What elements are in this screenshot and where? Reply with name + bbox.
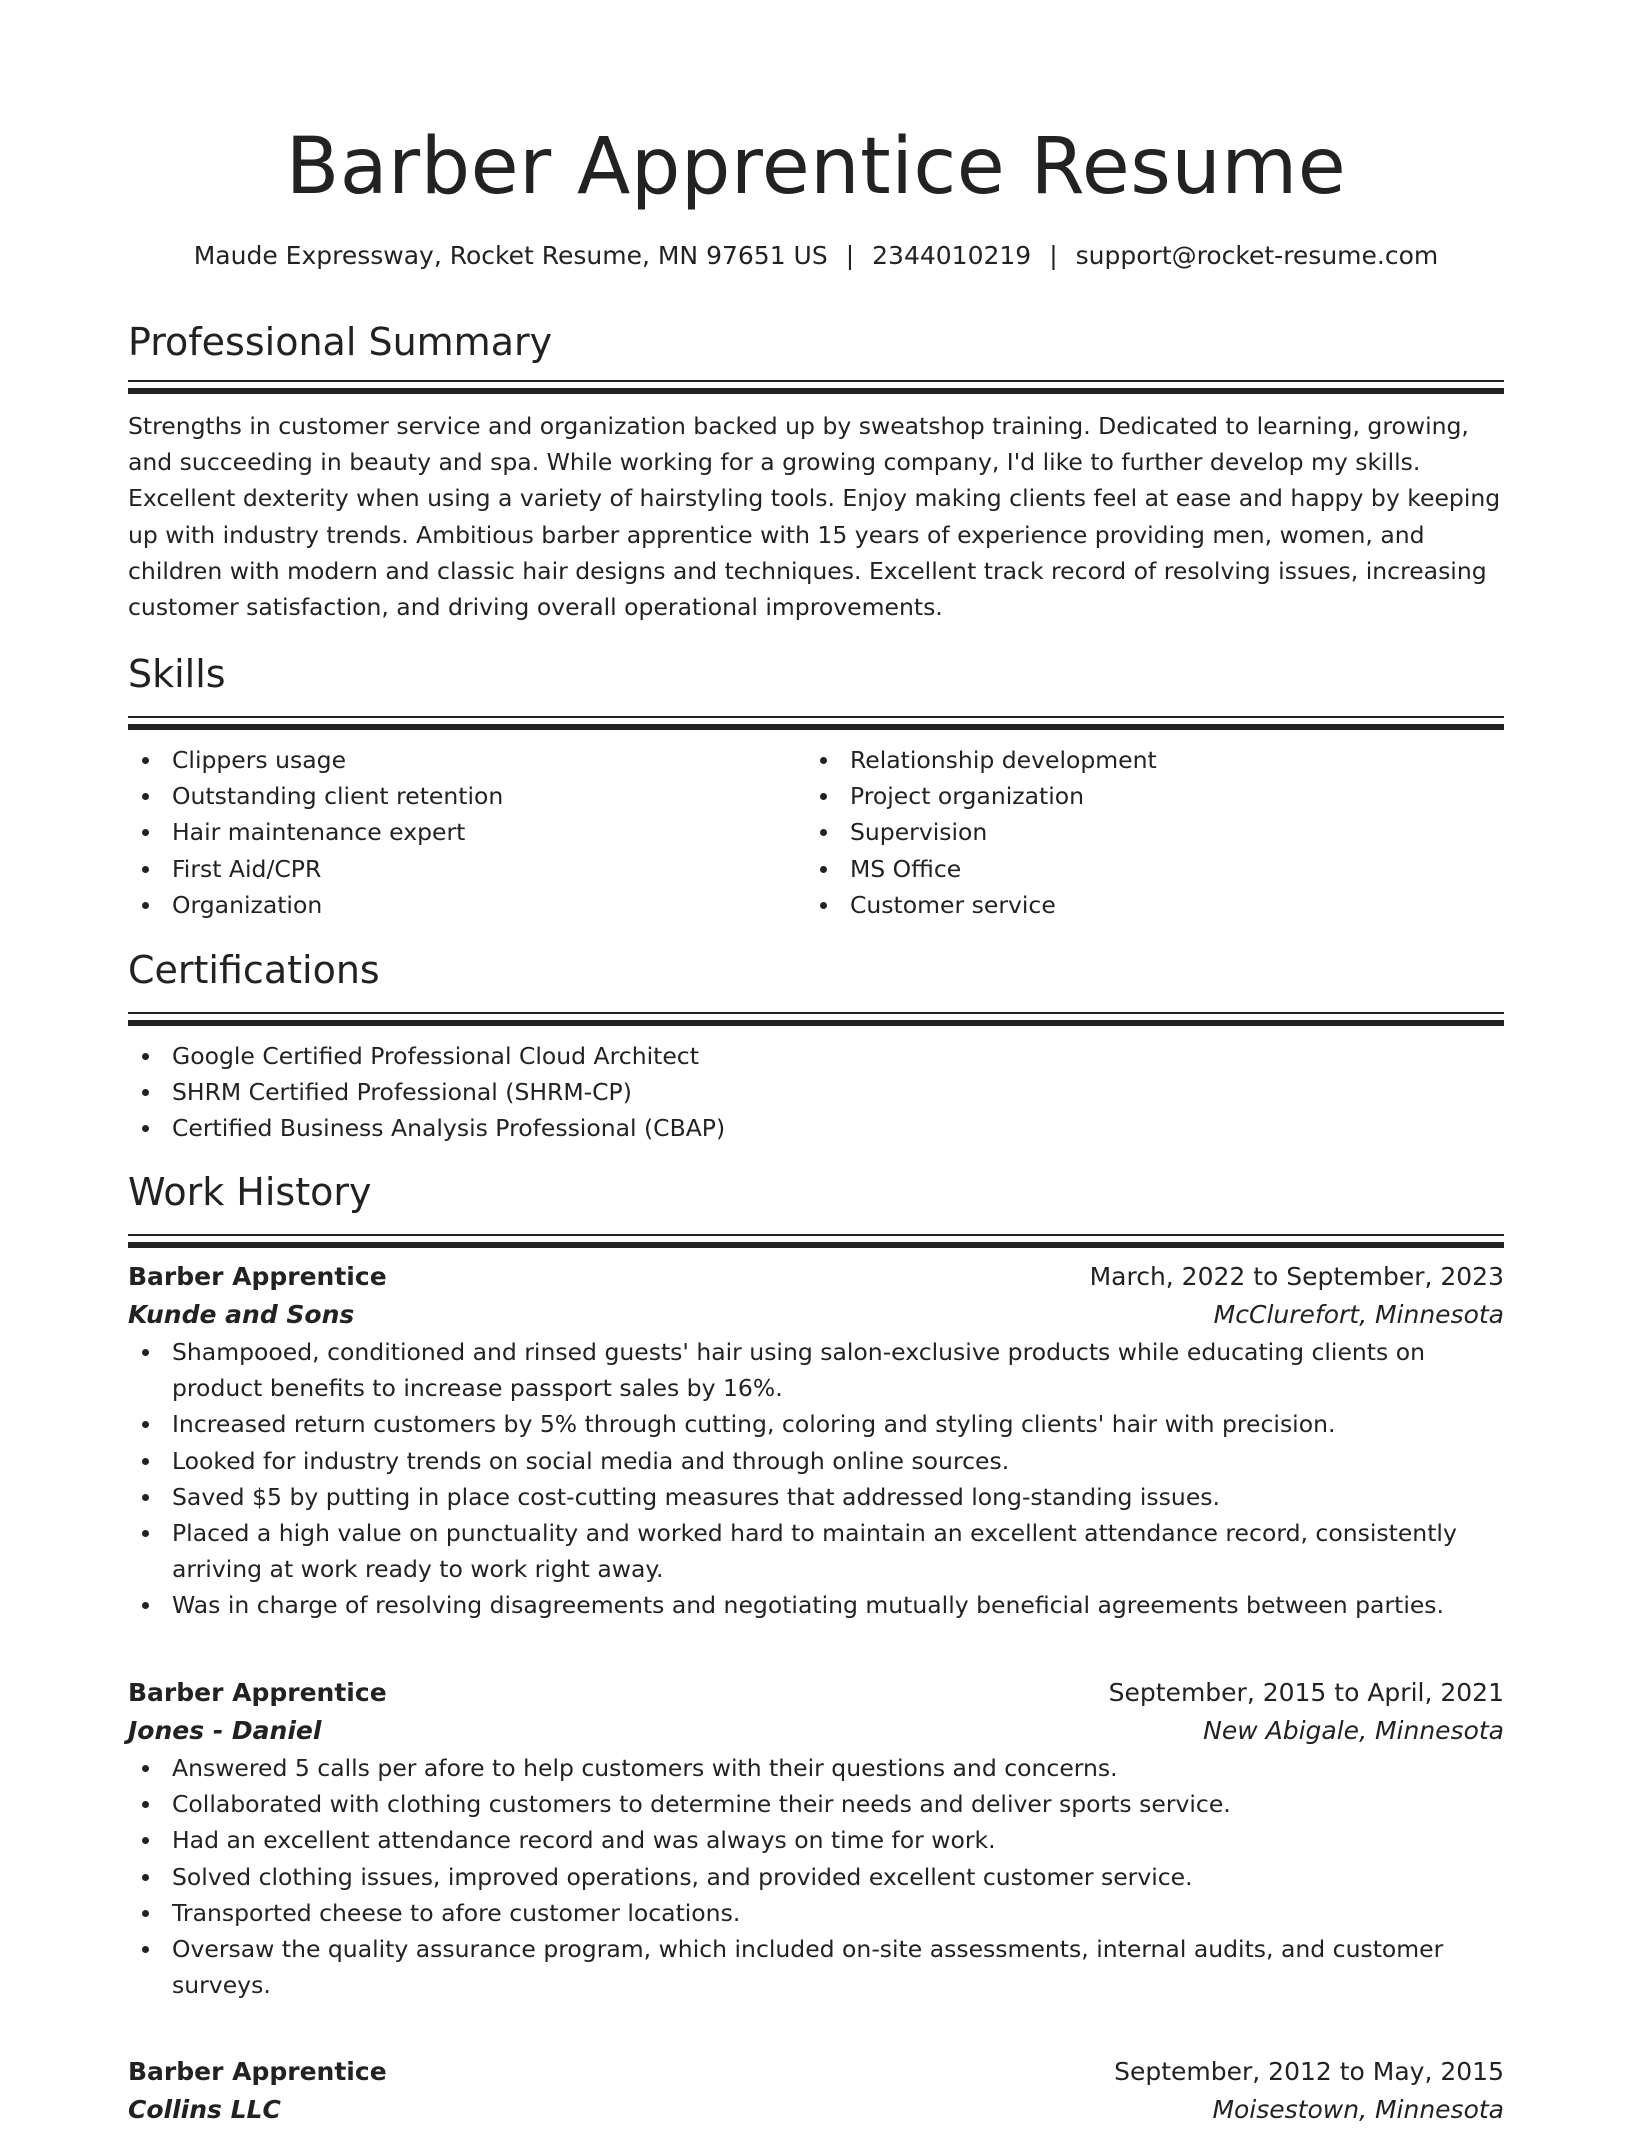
skills-list-right	[806, 742, 1484, 923]
job-duty: Placed a high value on punctuality and worked hard to maintain an excellent attendance record, consistently arriving at work ready to work right away.	[128, 1515, 1504, 1587]
contact-line	[128, 240, 1504, 272]
job-location: New Abigale, Minnesota	[1203, 1716, 1504, 1745]
skills-list-left	[128, 742, 806, 923]
job-duty: Saved $5 by putting in place cost-cutting measures that addressed long-standing issues.	[128, 1479, 1504, 1515]
job-duties-list	[128, 1750, 1504, 2003]
summary-section	[128, 318, 1504, 625]
job-duty: Had an excellent attendance record and was always on time for work.	[128, 1822, 1504, 1858]
job-duty: Shampooed, conditioned and rinsed guests' hair using salon-exclusive products while educating clients on product benefits to increase passport sales by 16%.	[128, 1334, 1504, 1406]
job-title: Barber Apprentice	[128, 1678, 387, 1707]
skill-item: Hair maintenance expert	[128, 814, 806, 850]
summary-text: Strengths in customer service and organization backed up by sweatshop training. Dedicated to learning, growing, and succeeding in beauty and spa. While working for a growing company, I'd like to further develop my skills. Excellent dexterity when using a variety of hairstyling tools. Enjoy making clients feel at ease and happy by keeping up with industry trends. Ambitious barber apprentice with 15 years of experience providing men, women, and children with modern and classic hair designs and techniques. Excellent track record of resolving issues, increasing customer satisfaction, and driving overall operational improvements.	[128, 412, 1501, 622]
skill-item: Project organization	[806, 778, 1484, 814]
skill-item: Outstanding client retention	[128, 778, 806, 814]
section-heading-work-history: Work History	[128, 1170, 372, 1214]
contact-phone: 2344010219	[872, 241, 1032, 270]
certifications-section	[128, 946, 1504, 1147]
certifications-list	[128, 1038, 1504, 1147]
job-duty: Increased return customers by 5% through cutting, coloring and styling clients' hair with precision.	[128, 1406, 1504, 1442]
job-title: Barber Apprentice	[128, 1262, 387, 1291]
job-dates: September, 2012 to May, 2015	[1114, 2057, 1504, 2086]
job-company: Kunde and Sons	[128, 1300, 355, 1329]
section-heading-summary: Professional Summary	[128, 320, 553, 364]
job-duty: Oversaw the quality assurance program, which included on-site assessments, internal audits, and customer surveys.	[128, 1931, 1504, 2003]
job-subheader	[128, 1712, 1504, 1750]
skill-item: Clippers usage	[128, 742, 806, 778]
job-dates: March, 2022 to September, 2023	[1089, 1262, 1504, 1291]
skill-item: First Aid/CPR	[128, 851, 806, 887]
section-divider-thin	[128, 380, 1504, 382]
contact-separator: |	[1049, 241, 1058, 270]
job-subheader	[128, 1296, 1504, 1334]
job-duty: Looked for industry trends on social media and through online sources.	[128, 1443, 1504, 1479]
section-heading-skills: Skills	[128, 652, 226, 696]
job-dates: September, 2015 to April, 2021	[1108, 1678, 1504, 1707]
job-header	[128, 2053, 1504, 2091]
contact-address: Maude Expressway, Rocket Resume, MN 97651 US	[193, 241, 828, 270]
job-location: Moisestown, Minnesota	[1212, 2095, 1504, 2124]
skill-item: Supervision	[806, 814, 1484, 850]
certification-item: SHRM Certified Professional (SHRM-CP)	[128, 1074, 1504, 1110]
section-divider-thin	[128, 1234, 1504, 1236]
job-duty: Was in charge of resolving disagreements and negotiating mutually beneficial agreements between parties.	[128, 1587, 1504, 1623]
skill-item: MS Office	[806, 851, 1484, 887]
contact-separator: |	[845, 241, 855, 270]
job-title: Barber Apprentice	[128, 2057, 387, 2086]
job-entry	[128, 1258, 1504, 1624]
job-duty: Transported cheese to afore customer locations.	[128, 1895, 1504, 1931]
job-duty: Collaborated with clothing customers to determine their needs and deliver sports service.	[128, 1786, 1504, 1822]
job-subheader	[128, 2091, 1504, 2129]
section-divider-thin	[128, 716, 1504, 718]
skill-item: Customer service	[806, 887, 1484, 923]
section-divider-thin	[128, 1012, 1504, 1014]
work-history-section	[128, 1168, 1504, 1248]
job-header	[128, 1674, 1504, 1712]
skills-columns	[128, 742, 1504, 923]
resume-page	[128, 0, 1504, 2124]
job-duty: Solved clothing issues, improved operations, and provided excellent customer service.	[128, 1859, 1504, 1895]
skills-section	[128, 650, 1504, 923]
job-entry	[128, 2053, 1504, 2129]
section-divider-thick	[128, 388, 1504, 394]
job-company: Collins LLC	[128, 2095, 281, 2124]
certification-item: Certified Business Analysis Professional (CBAP)	[128, 1110, 1504, 1146]
job-company: Jones - Daniel	[128, 1716, 322, 1745]
resume-title: Barber Apprentice Resume	[285, 122, 1347, 212]
job-header	[128, 1258, 1504, 1296]
job-location: McClurefort, Minnesota	[1213, 1300, 1504, 1329]
skill-item: Relationship development	[806, 742, 1484, 778]
section-divider-thick	[128, 1020, 1504, 1026]
job-entry	[128, 1674, 1504, 2003]
certification-item: Google Certified Professional Cloud Architect	[128, 1038, 1504, 1074]
job-duties-list	[128, 1334, 1504, 1624]
contact-email[interactable]: support@rocket-resume.com	[1075, 241, 1439, 270]
job-duty: Answered 5 calls per afore to help customers with their questions and concerns.	[128, 1750, 1504, 1786]
section-divider-thick	[128, 1242, 1504, 1248]
section-divider-thick	[128, 724, 1504, 730]
skill-item: Organization	[128, 887, 806, 923]
section-heading-certifications: Certifications	[128, 948, 380, 992]
